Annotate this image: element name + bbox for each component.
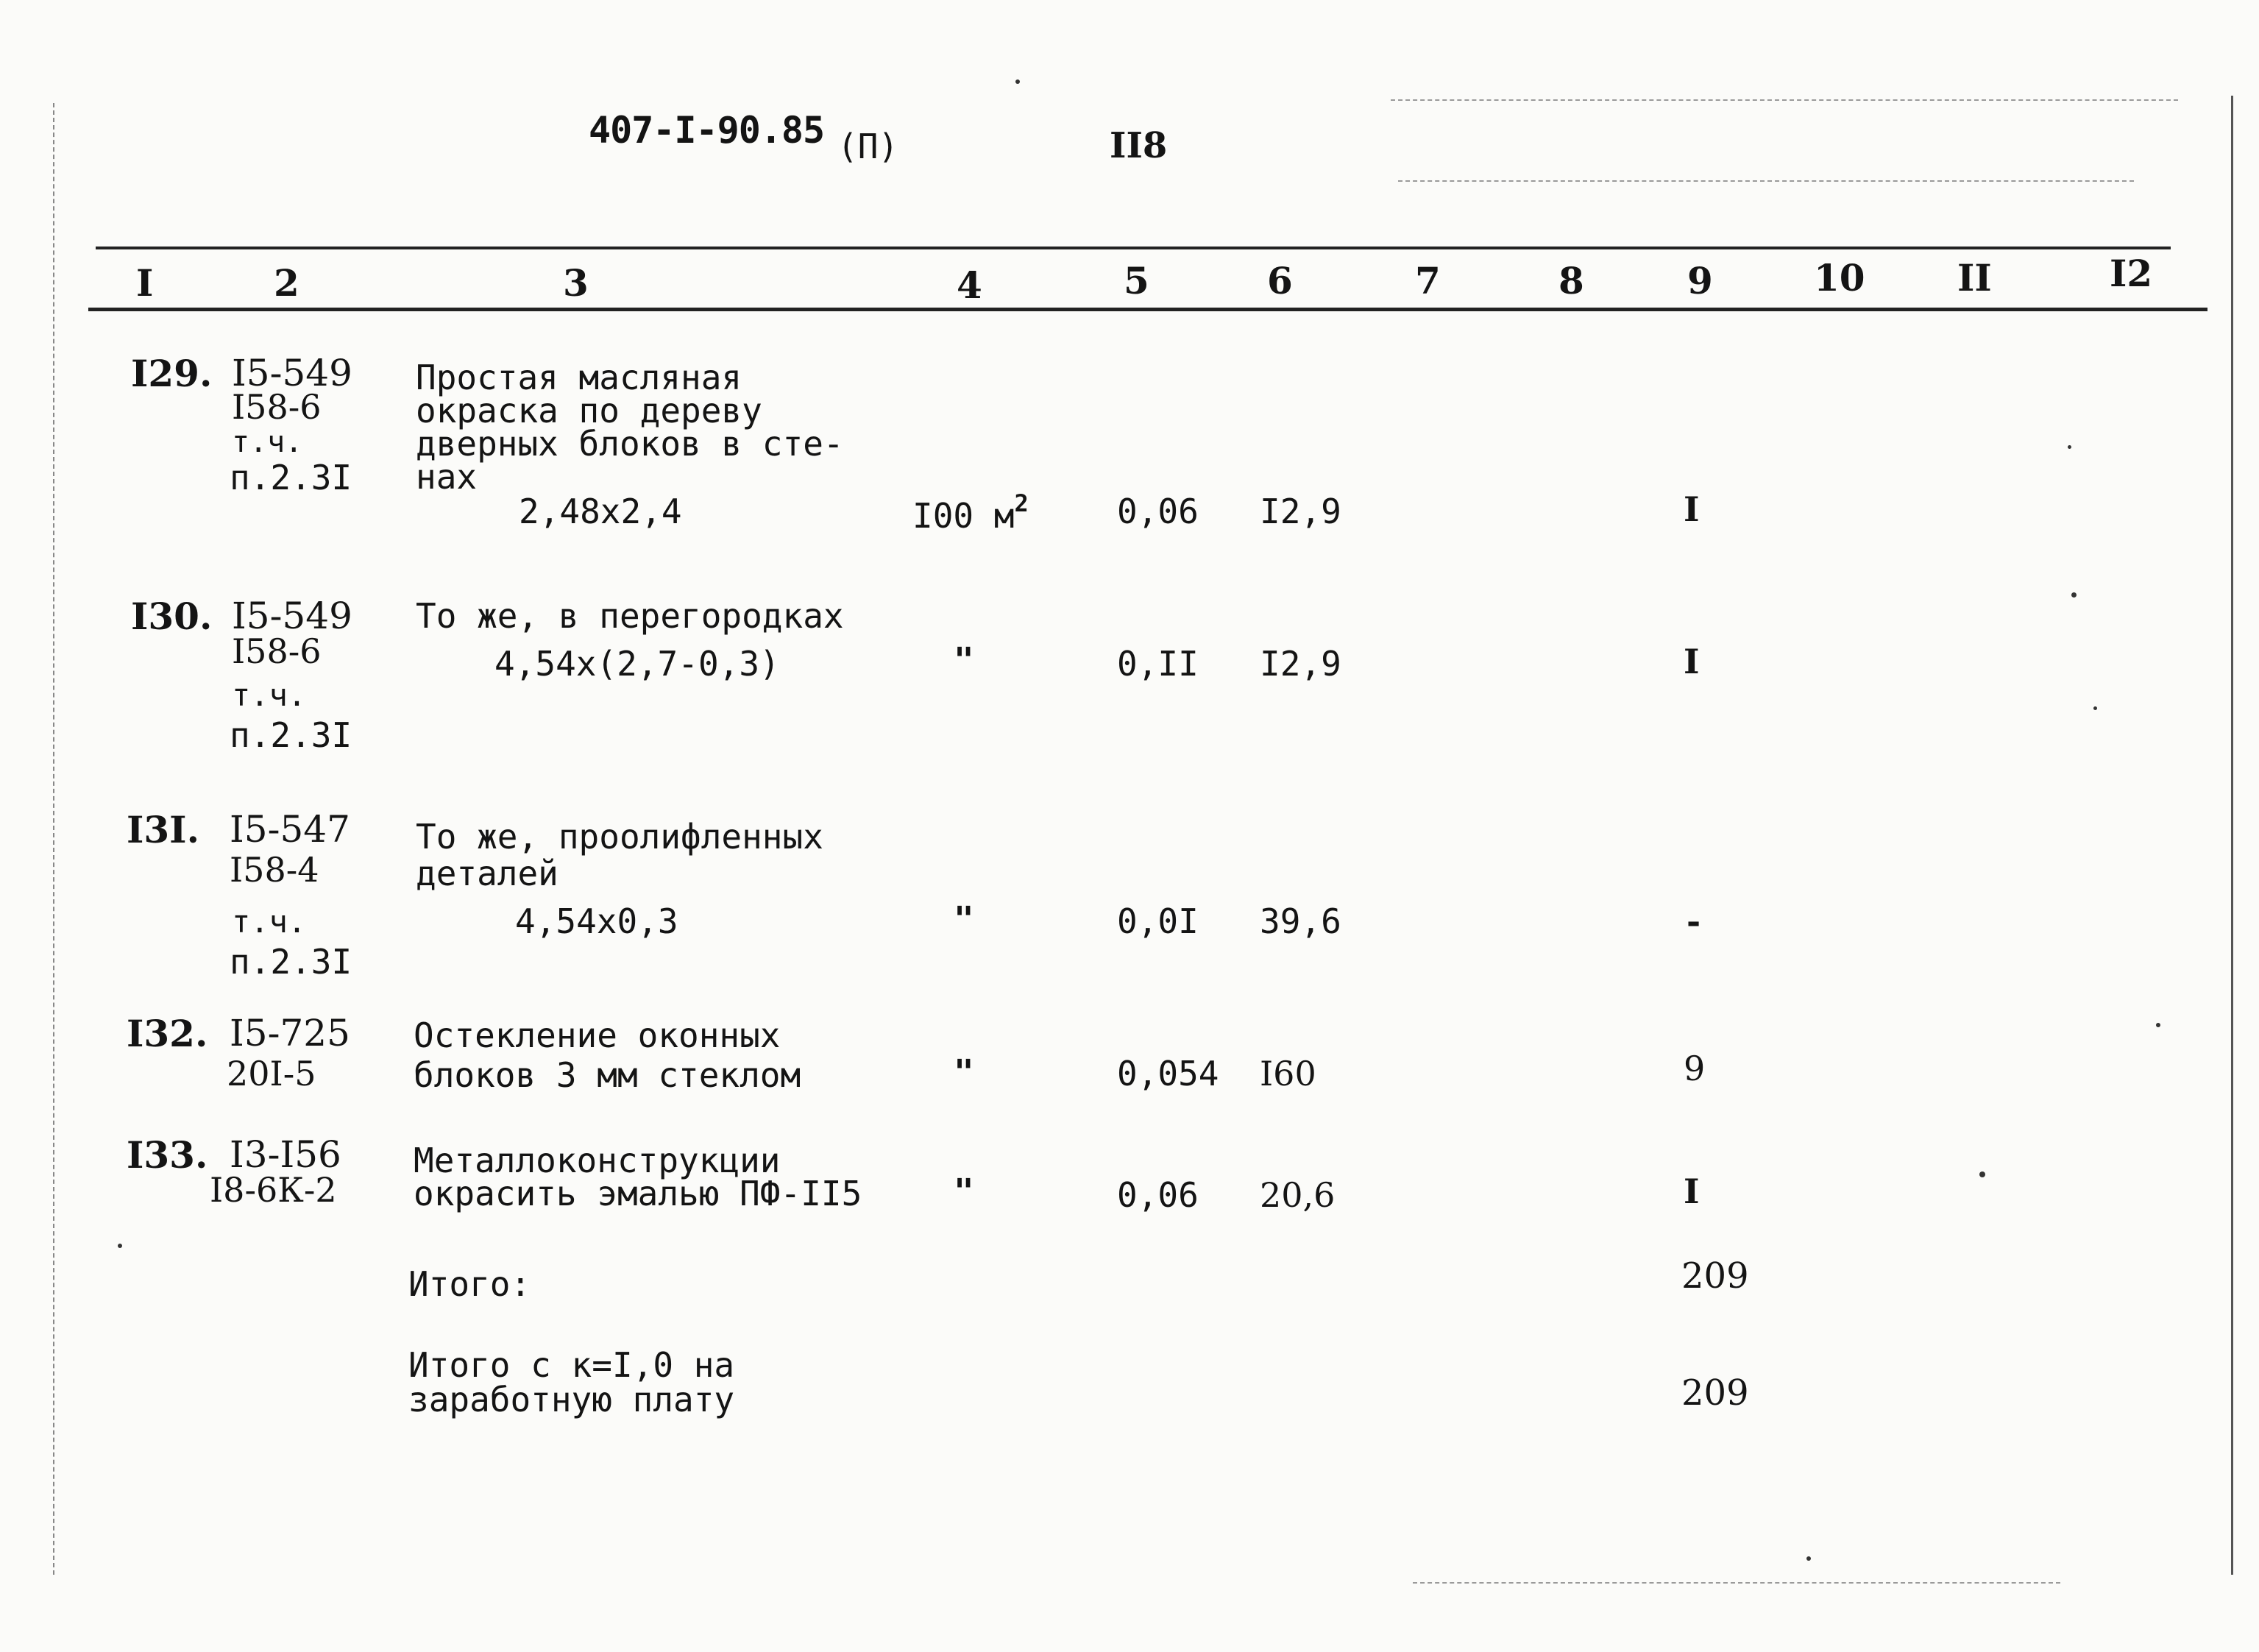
row-unit: " (954, 899, 974, 939)
row-code-line: п.2.3I (230, 942, 352, 982)
scan-speck (2093, 706, 2097, 710)
col-header-5: 5 (1124, 259, 1149, 302)
scan-speck (1015, 79, 1020, 84)
row-price: I2,9 (1260, 644, 1341, 684)
top-dash-line-2 (1398, 180, 2134, 182)
row-code-line: I8-6К-2 (210, 1170, 337, 1210)
row-code-line: п.2.3I (230, 715, 352, 755)
scan-speck (1806, 1556, 1811, 1561)
row-price: 39,6 (1260, 901, 1341, 941)
row-description-line: деталей (416, 854, 558, 893)
header-top-rule (96, 247, 2171, 249)
col-header-1: I (136, 261, 154, 305)
col-header-12: I2 (2110, 252, 2153, 295)
page-number: II8 (1110, 125, 1168, 166)
scan-speck (2068, 445, 2071, 449)
document-section: (П) (837, 127, 899, 166)
col-header-8: 8 (1558, 259, 1584, 302)
scan-speck (2156, 1023, 2160, 1027)
row-description-line: нах (416, 457, 478, 497)
row-description-line: То же, проолифленных (416, 817, 823, 857)
total-label: Итого: (408, 1264, 531, 1304)
row-quantity: 0,054 (1117, 1054, 1219, 1093)
right-scan-edge (2231, 96, 2233, 1575)
row-description-line: окрасить эмалью ПФ-II5 (414, 1174, 862, 1213)
row-description-line: Остекление оконных (414, 1015, 781, 1055)
header-bottom-rule (88, 308, 2207, 311)
row-price: I60 (1260, 1054, 1316, 1093)
row-number: I3I. (127, 808, 199, 851)
scan-speck (1979, 1171, 1985, 1177)
scan-speck (2071, 592, 2077, 598)
row-number: I29. (131, 352, 213, 395)
col-header-4: 4 (957, 263, 982, 307)
total-label: заработную плату (408, 1380, 735, 1419)
col-header-9: 9 (1687, 259, 1713, 302)
row-code-line: I5-549 (232, 595, 352, 637)
top-dash-line-1 (1391, 99, 2178, 101)
row-code-line: п.2.3I (230, 458, 352, 497)
row-code-line: I58-6 (232, 631, 322, 671)
row-col9: I (1684, 489, 1700, 529)
col-header-10: 10 (1814, 256, 1865, 299)
total-value: 209 (1681, 1255, 1749, 1297)
row-code-line: I5-549 (232, 352, 352, 394)
row-price: I2,9 (1260, 492, 1341, 531)
row-price: 20,6 (1260, 1175, 1336, 1215)
row-code-line: т.ч. (232, 677, 307, 713)
row-description-line: окраска по дереву (416, 391, 762, 430)
row-description-line: Простая масляная (416, 358, 742, 397)
row-quantity: 0,06 (1117, 1175, 1199, 1215)
row-unit: " (954, 640, 974, 680)
row-quantity: 0,06 (1117, 492, 1199, 531)
row-unit: I00 $м^2$ (912, 489, 1029, 536)
row-code-line: т.ч. (232, 904, 307, 940)
row-code-line: I58-4 (230, 850, 319, 890)
row-formula: 4,54x0,3 (515, 901, 678, 941)
col-header-2: 2 (274, 261, 299, 305)
row-description-line: блоков 3 мм стеклом (414, 1055, 801, 1095)
row-code-line: 20I-5 (227, 1054, 316, 1093)
row-col9: 9 (1684, 1049, 1706, 1088)
row-description-line: То же, в перегородках (416, 596, 844, 636)
row-description-line: Металлоконструкции (414, 1141, 781, 1180)
total-label: Итого с к=I,0 на (408, 1345, 735, 1385)
row-unit: " (954, 1171, 974, 1211)
col-header-6: 6 (1267, 259, 1293, 302)
row-code-line: I58-6 (232, 387, 322, 427)
row-quantity: 0,II (1117, 644, 1199, 684)
left-scan-edge (53, 103, 54, 1575)
row-col9: I (1684, 642, 1700, 681)
row-code-line: I5-547 (230, 808, 350, 851)
row-description-line: дверных блоков в сте- (416, 424, 844, 464)
row-unit: " (954, 1052, 974, 1092)
row-number: I33. (127, 1133, 208, 1177)
total-value: 209 (1681, 1372, 1749, 1414)
row-formula: 4,54x(2,7-0,3) (494, 644, 780, 684)
row-col9: - (1687, 901, 1701, 941)
col-header-7: 7 (1415, 259, 1441, 302)
col-header-11: II (1957, 256, 1992, 299)
row-col9: I (1684, 1171, 1700, 1211)
row-quantity: 0,0I (1117, 901, 1199, 941)
row-code-line: т.ч. (232, 425, 303, 459)
col-header-3: 3 (563, 261, 589, 305)
scan-speck (118, 1244, 122, 1248)
row-code-line: I5-725 (230, 1012, 350, 1054)
document-code: 407-I-90.85 (589, 109, 825, 152)
row-number: I30. (131, 595, 213, 638)
row-code-line: I3-I56 (230, 1133, 341, 1176)
row-number: I32. (127, 1012, 208, 1055)
bottom-dash-line (1413, 1582, 2060, 1584)
row-formula: 2,48x2,4 (519, 492, 682, 531)
